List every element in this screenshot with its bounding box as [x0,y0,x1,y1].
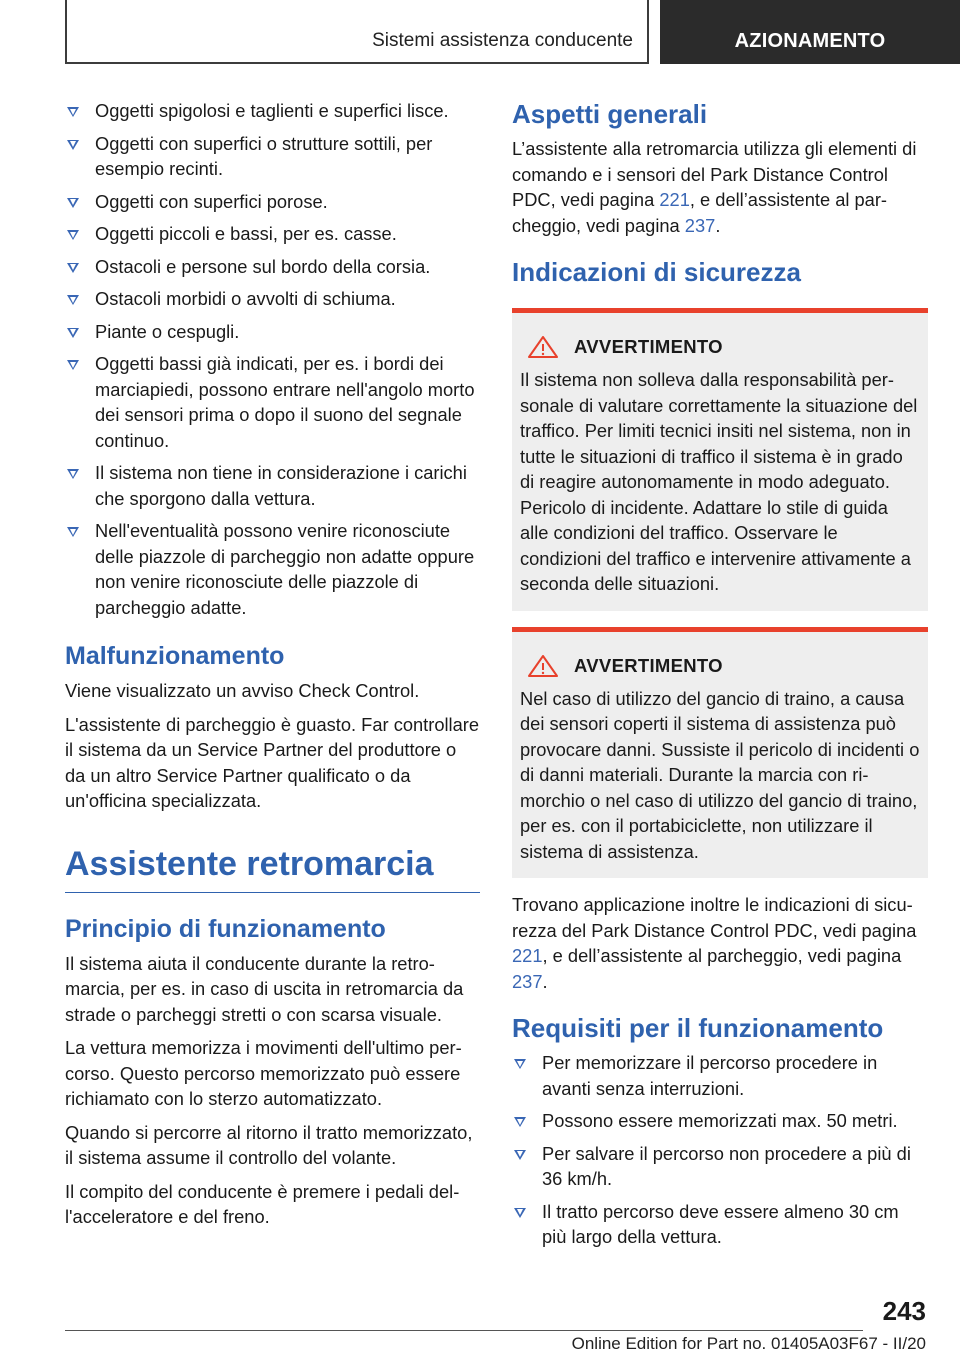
page-link[interactable]: 221 [512,945,543,966]
list-item: Ostacoli e persone sul bordo della corsia. [65,254,480,280]
page-link[interactable]: 237 [512,970,543,992]
general-paragraph: L’assistente alla retromarcia utilizza gli elementi di comando e i sensori del Park Distance Control PDC, vedi pagina 221, e dell’assistente al parcheggio, vedi pagina 237. [512,138,917,236]
requirements-list [512,1050,928,1250]
page-link[interactable]: 221 [659,189,690,210]
chapter-heading: Assistente retromarcia [65,842,480,893]
warning-title: AVVERTIMENTO [574,336,723,357]
list-item: Per memorizzare il percorso procedere in avanti senza interruzioni. [512,1050,928,1101]
principle-paragraph: Quando si percorre al ritorno il tratto memorizzato, il sistema assume il controllo del volante. [65,1121,473,1168]
page-header [0,0,960,66]
bullet-triangle-icon [67,527,79,537]
warning-box [512,627,928,879]
malfunction-heading: Malfunzionamento [65,642,285,670]
list-item: Per salvare il percorso non procedere a più di 36 km/h. [512,1141,928,1192]
also-paragraph: Trovano applicazione inoltre le indicazioni di sicurezza del Park Distance Control PDC, vedi pagina 221, e dell’assistente al parcheggio, vedi pagina 237. [512,894,917,992]
principle-paragraph: La vettura memorizza i movimenti dell'ultimo percorso. Questo percorso memorizzato può essere richiamato con lo sterzo automatizzato. [65,1037,462,1109]
malfunction-text-2: L'assistente di parcheggio è guasto. Far controllare il sistema da un Service Partner del produttore o da un altro Service Partner qualificato o da un'officina specializzata. [65,713,480,811]
general-heading: Aspetti generali [512,99,708,129]
list-item: Piante o cespugli. [65,319,480,345]
warning-triangle-icon [526,335,560,359]
warning-box [512,308,928,611]
limitations-list [65,98,480,620]
right-column [512,98,928,1257]
page-number: 243 [882,1296,926,1326]
principle-paragraph: Il sistema aiuta il conducente durante la retromarcia, per es. in caso di uscita in retromarcia da strade o parcheggi stretti o con scarsa visuale. [65,952,464,1025]
list-item: Ostacoli morbidi o avvolti di schiuma. [65,286,480,312]
principle-paragraph: Il compito del conducente è premere i pedali dell'acceleratore e del freno. [65,1180,460,1227]
edition-text: Online Edition for Part no. 01405A03F67 - II/20 [571,1334,926,1353]
bullet-triangle-icon [67,328,79,338]
chapter-title: AZIONAMENTO [660,0,960,64]
bullet-triangle-icon [514,1117,526,1127]
bullet-triangle-icon [67,360,79,370]
list-item: Il tratto percorso deve essere almeno 30 cm più largo della vettura. [512,1199,928,1250]
warning-text: Il sistema non solleva dalla responsabilità personale di valutare correttamente la situazione del traffico. Per limiti tecnici insiti nel sistema, non in tutte le situazioni di traffico il sistema è in grado di reagire autonomamente in modo adeguato. Pericolo di incidente. Adattare lo stile di guida alle condizioni del traffico. Osservare le condizioni del traffico e intervenire attivamente a seconda delle situazioni. [520,369,918,594]
list-item: Il sistema non tiene in considerazione i carichi che sporgono dalla vettura. [65,460,480,511]
warning-triangle-icon [526,654,560,678]
bullet-triangle-icon [514,1208,526,1218]
list-item: Oggetti bassi già indicati, per es. i bordi dei marciapiedi, possono entrare nell'angolo morto dei sensori prima o dopo il suono del segnale continuo. [65,351,480,453]
section-title: Sistemi assistenza conducente [65,0,649,64]
bullet-triangle-icon [67,469,79,479]
warning-text: Nel caso di utilizzo del gancio di traino, a causa dei sensori coperti il sistema di assistenza può provocare danni. Sussiste il pericolo di incidenti o di danni materiali. Durante la marcia con rimorchio o nel caso di utilizzo del gancio di traino, per es. con il portabiciclette, non utilizzare il sistema di assistenza. [520,687,920,862]
bullet-triangle-icon [67,198,79,208]
warning-title: AVVERTIMENTO [574,654,723,676]
bullet-triangle-icon [67,263,79,273]
principle-heading: Principio di funzionamento [65,914,386,943]
list-item: Oggetti con superfici porose. [65,189,480,215]
bullet-triangle-icon [67,107,79,117]
bullet-triangle-icon [514,1059,526,1069]
bullet-triangle-icon [67,140,79,150]
requirements-heading: Requisiti per il funzionamento [512,1013,884,1043]
bullet-triangle-icon [67,230,79,240]
list-item: Oggetti con superfici o strutture sottili, per esempio recinti. [65,131,480,182]
list-item: Possono essere memorizzati max. 50 metri. [512,1108,928,1134]
page-link[interactable]: 237 [684,214,716,236]
bullet-triangle-icon [514,1150,526,1160]
left-column [65,98,480,1238]
list-item: Oggetti piccoli e bassi, per es. casse. [65,221,480,247]
footer-divider [65,1330,863,1331]
list-item: Nell'eventualità possono venire riconosciute delle piazzole di parcheggio non adatte oppure non venire riconosciute delle piazzole di parcheggio adatte. [65,518,480,620]
list-item: Oggetti spigolosi e taglienti e superfici lisce. [65,98,480,124]
bullet-triangle-icon [67,295,79,305]
safety-heading: Indicazioni di sicurezza [512,257,801,287]
malfunction-text-1: Viene visualizzato un avviso Check Control. [65,680,420,701]
